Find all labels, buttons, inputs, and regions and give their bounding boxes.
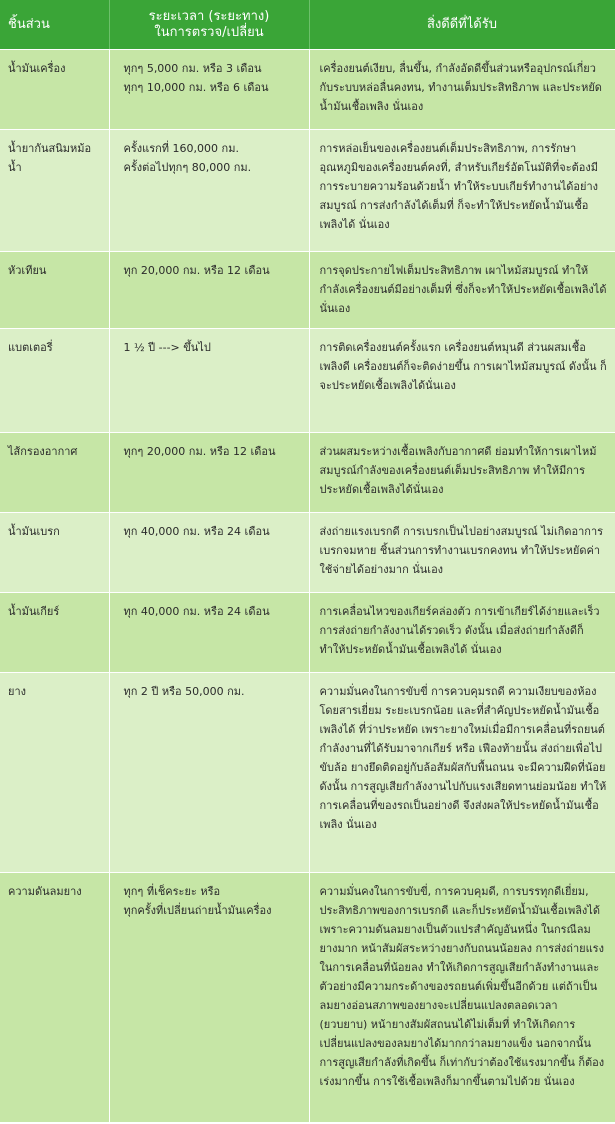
- row-part: น้ำมันเครื่อง: [0, 50, 109, 130]
- row-interval-line: ทุกๆ 10,000 กม. หรือ 6 เดือน: [123, 81, 269, 94]
- row-interval-line: ทุกๆ 5,000 กม. หรือ 3 เดือน: [123, 62, 262, 75]
- row-part: น้ำยากันสนิมหม้อน้ำ: [0, 130, 109, 252]
- table-row: [0, 513, 615, 593]
- table-row: [0, 673, 615, 873]
- row-interval-line: ครั้งต่อไปทุกๆ 80,000 กม.: [123, 161, 252, 174]
- table-row: [0, 329, 615, 433]
- row-benefit: ส่งถ่ายแรงเบรกดี การเบรกเป็นไปอย่างสมบูรณ์ ไม่เกิดอาการเบรกจมหาย ชิ้นส่วนการทำงานเบรกคงทน ทำให้ประหยัดค่าใช้จ่ายได้อย่างมาก นั่นเอง: [309, 513, 615, 593]
- row-benefit: ความมั่นคงในการขับขี่ การควบคุมรถดี ความเงียบของห้องโดยสารเยี่ยม ระยะเบรกน้อย และที่สำคัญประหยัดน้ำมันเชื้อเพลิงได้ ที่ว่าประหยัด เพราะยางใหม่เมื่อมีการเคลื่อนที่รถยนต์ กำลังงานที่ได้รับมาจากเกียร์ หรือ เฟืองท้ายนั้น ส่งถ่ายเพื่อไปขับล้อ ยางยึดติดอยู่กับล้อสัมผัสกับพื้นถนน จะมีความฝืดที่น้อย ดังนั้น การสูญเสียกำลังงานไปกับแรงเสียดทานย่อมน้อย ทำให้การเคลื่อนที่ของรถเป็นอย่างดี จึงส่งผลให้ประหยัดน้ำมันเชื้อเพลิง นั่นเอง: [309, 673, 615, 873]
- row-part: แบตเตอรี่: [0, 329, 109, 433]
- row-interval: [109, 50, 309, 130]
- row-part: น้ำมันเกียร์: [0, 593, 109, 673]
- table-row: [0, 252, 615, 329]
- row-benefit: การจุดประกายไฟเต็มประสิทธิภาพ เผาไหม้สมบูรณ์ ทำให้กำลังเครื่องยนต์มีอย่างเต็มที่ ซึ่งก็จะทำให้ประหยัดเชื้อเพลิงได้นั่นเอง: [309, 252, 615, 329]
- row-interval-line: ครั้งแรกที่ 160,000 กม.: [123, 142, 239, 155]
- row-benefit: การเคลื่อนไหวของเกียร์คล่องตัว การเข้าเกียร์ได้ง่ายและเร็ว การส่งถ่ายกำลังงานได้รวดเร็ว ดังนั้น เมื่อส่งถ่ายกำลังดีก็ทำให้ประหยัดน้ำมันเชื้อเพลิงได้ นั่นเอง: [309, 593, 615, 673]
- table-row: [0, 873, 615, 1123]
- row-interval-line: ทุก 20,000 กม. หรือ 12 เดือน: [123, 264, 270, 277]
- row-interval: [109, 130, 309, 252]
- row-part: ยาง: [0, 673, 109, 873]
- row-interval: [109, 513, 309, 593]
- row-interval-line: ทุกๆ 20,000 กม. หรือ 12 เดือน: [123, 445, 276, 458]
- row-part: ความดันลมยาง: [0, 873, 109, 1123]
- row-part: น้ำมันเบรก: [0, 513, 109, 593]
- table-row: [0, 433, 615, 513]
- row-benefit: เครื่องยนต์เงียบ, ลื่นขึ้น, กำลังอัดดีขึ้นส่วนหรืออุปกรณ์เกี่ยวกับระบบหล่อลื่นคงทน, ทำงานเต็มประสิทธิภาพ และประหยัดน้ำมันเชื้อเพลิง นั่นเอง: [309, 50, 615, 130]
- row-benefit: ส่วนผสมระหว่างเชื้อเพลิงกับอากาศดี ย่อมทำให้การเผาไหม้สมบูรณ์กำลังของเครื่องยนต์เต็มประสิทธิภาพ ทำให้มีการประหยัดเชื้อเพลิงได้นั่นเอง: [309, 433, 615, 513]
- header-benefit: สิ่งดีดีที่ได้รับ: [309, 0, 615, 50]
- header-interval-line1: ระยะเวลา (ระยะทาง): [148, 8, 270, 24]
- header-part: ชิ้นส่วน: [0, 0, 109, 50]
- header-interval-line2: ในการตรวจ/เปลี่ยน: [154, 24, 264, 40]
- row-interval-line: ทุก 40,000 กม. หรือ 24 เดือน: [123, 605, 270, 618]
- row-interval: [109, 252, 309, 329]
- table-header-row: [0, 0, 615, 50]
- row-benefit: การติดเครื่องยนต์ครั้งแรก เครื่องยนต์หมุนดี ส่วนผสมเชื้อเพลิงดี เครื่องยนต์ก็จะติดง่ายขึ้น การเผาไหม้สมบูรณ์ ดังนั้น ก็จะประหยัดเชื้อเพลิงได้นั่นเอง: [309, 329, 615, 433]
- table-row: [0, 50, 615, 130]
- row-interval: [109, 873, 309, 1123]
- row-part: ไส้กรองอากาศ: [0, 433, 109, 513]
- header-interval: [109, 0, 309, 50]
- row-interval-line: ทุก 2 ปี หรือ 50,000 กม.: [123, 685, 245, 698]
- table-row: [0, 130, 615, 252]
- row-interval-line: ทุกครั้งที่เปลี่ยนถ่ายน้ำมันเครื่อง: [123, 904, 272, 917]
- table-row: [0, 593, 615, 673]
- row-interval: [109, 593, 309, 673]
- row-interval-line: 1 ½ ปี ---> ขึ้นไป: [123, 341, 211, 354]
- row-interval: [109, 433, 309, 513]
- row-benefit: ความมั่นคงในการขับขี่, การควบคุมดี, การบรรทุกดีเยี่ยม, ประสิทธิภาพของการเบรกดี และก็ประหยัดน้ำมันเชื้อเพลิงได้ เพราะความดันลมยางเป็นตัวแปรสำคัญอันหนึ่ง ในกรณีลมยางมาก หน้าสัมผัสระหว่างยางกับถนนน้อยลง การส่งถ่ายแรงในการเคลื่อนที่น้อยลง ทำให้เกิดการสูญเสียกำลังทำงานและตัวอย่างมีความกระด้างของรถยนต์เพิ่มขึ้นอีกด้วย แต่ถ้าเป็นลมยางอ่อนสภาพของยางจะเปลี่ยนแปลงตลอดเวลา (ยวบยาบ) หน้ายางสัมผัสถนนได้ไม่เต็มที่ ทำให้เกิดการเปลี่ยนแปลงของลมยางได้มากกว่าลมยางแข็ง นอกจากนั้นการสูญเสียกำลังที่เกิดขึ้น ก็เท่ากับว่าต้องใช้แรงมากขึ้น ก็ต้องเร่งมากขึ้น การใช้เชื้อเพลิงก็มากขึ้นตามไปด้วย นั่นเอง: [309, 873, 615, 1123]
- row-interval-line: ทุกๆ ที่เช็คระยะ หรือ: [123, 885, 221, 898]
- row-part: หัวเทียน: [0, 252, 109, 329]
- row-interval: [109, 329, 309, 433]
- row-benefit: การหล่อเย็นของเครื่องยนต์เต็มประสิทธิภาพ, การรักษาอุณหภูมิของเครื่องยนต์คงที่, สำหรับเกียร์อัตโนมัติที่จะต้องมีการระบายความร้อนด้วยน้ำ ทำให้ระบบเกียร์ทำงานได้อย่างสมบูรณ์ การส่งกำลังได้เต็มที่ ก็จะทำให้ประหยัดน้ำมันเชื้อเพลิงได้ นั่นเอง: [309, 130, 615, 252]
- row-interval: [109, 673, 309, 873]
- row-interval-line: ทุก 40,000 กม. หรือ 24 เดือน: [123, 525, 270, 538]
